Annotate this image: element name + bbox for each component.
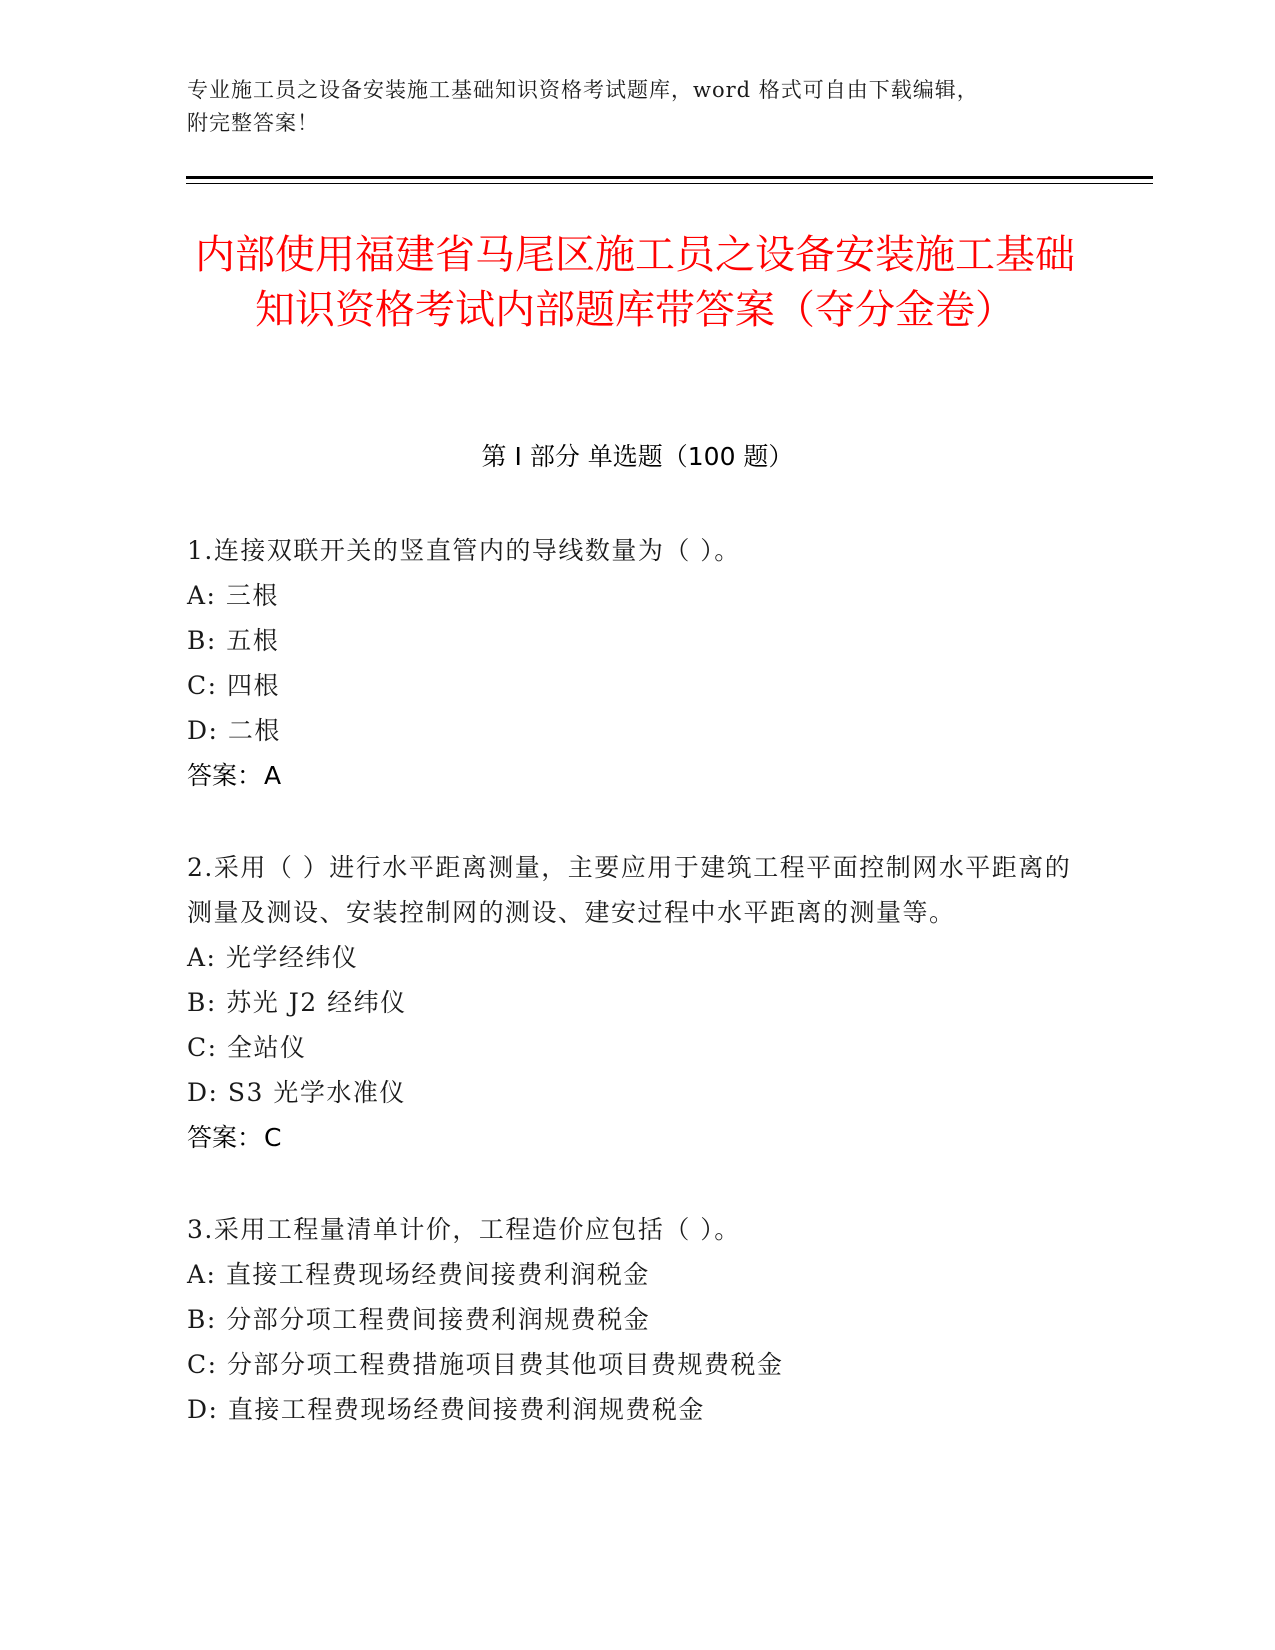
question-list bbox=[187, 528, 1087, 1479]
header-note-line-2: 附完整答案！ bbox=[187, 111, 319, 135]
option-d: D: 二根 bbox=[187, 716, 281, 745]
question-1 bbox=[187, 528, 1087, 798]
header-divider-thick bbox=[186, 176, 1153, 179]
option-d: D: 直接工程费现场经费间接费利润规费税金 bbox=[187, 1395, 705, 1424]
answer-label: 答案： bbox=[187, 761, 263, 790]
option-d: D: S3 光学水准仪 bbox=[187, 1078, 406, 1107]
option-b: B: 分部分项工程费间接费利润规费税金 bbox=[187, 1305, 651, 1334]
option-a: A: 光学经纬仪 bbox=[187, 943, 359, 972]
answer-label: 答案： bbox=[187, 1123, 263, 1152]
answer-line bbox=[187, 1115, 1087, 1160]
answer-value: A bbox=[264, 761, 282, 790]
header-divider-thin bbox=[186, 183, 1153, 184]
question-stem: 1.连接双联开关的竖直管内的导线数量为（ ）。 bbox=[187, 536, 741, 565]
answer-line bbox=[187, 753, 1087, 798]
answer-value: C bbox=[264, 1123, 282, 1152]
option-c: C: 分部分项工程费措施项目费其他项目费规费税金 bbox=[187, 1350, 784, 1379]
option-a: A: 三根 bbox=[187, 581, 279, 610]
option-b: B: 苏光 J2 经纬仪 bbox=[187, 988, 407, 1017]
option-a: A: 直接工程费现场经费间接费利润税金 bbox=[187, 1260, 650, 1289]
section-heading: 第 I 部分 单选题（100 题） bbox=[481, 442, 794, 471]
document-title: 内部使用福建省马尾区施工员之设备安装施工基础知识资格考试内部题库带答案（夺分金卷） bbox=[195, 232, 1075, 333]
option-c: C: 全站仪 bbox=[187, 1033, 307, 1062]
question-2 bbox=[187, 845, 1087, 1160]
header-note-line-1: 专业施工员之设备安装施工基础知识资格考试题库，word 格式可自由下载编辑， bbox=[187, 78, 979, 102]
question-stem: 3.采用工程量清单计价，工程造价应包括（ ）。 bbox=[187, 1215, 741, 1244]
option-b: B: 五根 bbox=[187, 626, 280, 655]
option-c: C: 四根 bbox=[187, 671, 280, 700]
question-stem: 2.采用（ ）进行水平距离测量，主要应用于建筑工程平面控制网水平距离的测量及测设、安装控制网的测设、建安过程中水平距离的测量等。 bbox=[187, 853, 1072, 927]
header-note bbox=[187, 74, 1087, 140]
question-3 bbox=[187, 1207, 1087, 1432]
